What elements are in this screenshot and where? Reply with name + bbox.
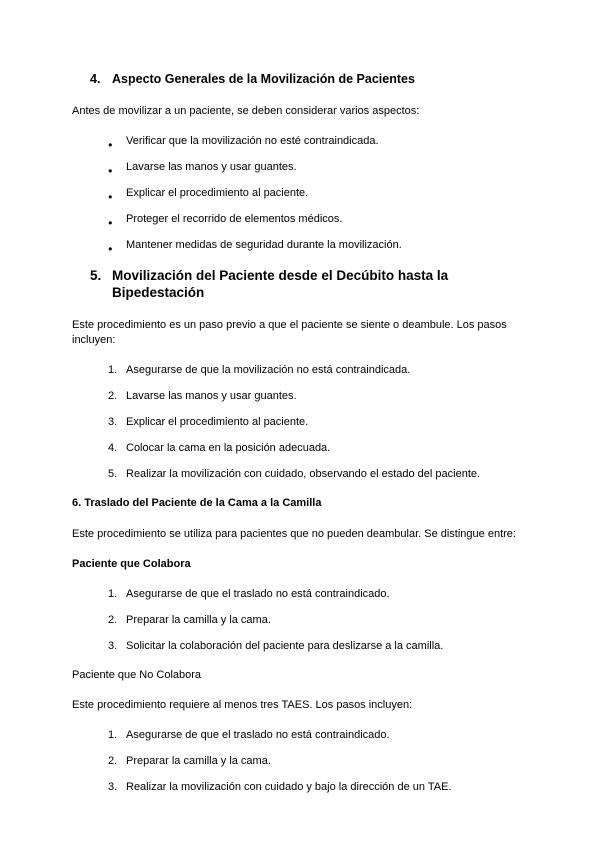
no-colabora-step-list	[72, 728, 534, 795]
section-4-title: Aspecto Generales de la Movilización de Pacientes	[112, 72, 415, 86]
section-4-bullet-list	[72, 134, 534, 253]
section-6-intro: Este procedimiento se utiliza para pacientes que no pueden deambular. Se distingue entre:	[72, 528, 516, 540]
bullet-item: ● Mantener medidas de seguridad durante la movilización.	[108, 238, 534, 253]
colabora-step-list	[72, 587, 534, 654]
step-item: Asegurarse de que la movilización no está contraindicada.	[126, 364, 411, 376]
step-item: Solicitar la colaboración del paciente para deslizarse a la camilla.	[126, 640, 444, 652]
no-colabora-intro: Este procedimiento requiere al menos tres TAES. Los pasos incluyen:	[72, 699, 413, 711]
bullet-item: ● Explicar el procedimiento al paciente.	[108, 186, 534, 201]
section-5-number: 5.	[90, 268, 102, 283]
step-item: Preparar la camilla y la cama.	[126, 614, 271, 626]
section-5-heading	[90, 267, 534, 301]
step-item: Asegurarse de que el traslado no está contraindicado.	[126, 729, 390, 741]
section-5-intro: Este procedimiento es un paso previo a que el paciente se siente o deambule. Los pasos incluyen:	[72, 319, 507, 346]
step-item: Explicar el procedimiento al paciente.	[126, 416, 309, 428]
section-4-heading	[90, 71, 534, 87]
step-item: Preparar la camilla y la cama.	[126, 755, 271, 767]
step-item: Lavarse las manos y usar guantes.	[126, 390, 297, 402]
step-item: Realizar la movilización con cuidado y bajo la dirección de un TAE.	[126, 781, 452, 793]
subsection-no-colabora-heading: Paciente que No Colabora	[72, 669, 202, 681]
bullet-item: ● Lavarse las manos y usar guantes.	[108, 160, 534, 175]
section-6-heading: 6. Traslado del Paciente de la Cama a la Camilla	[72, 497, 322, 509]
section-4-intro: Antes de movilizar a un paciente, se deben considerar varios aspectos:	[72, 105, 420, 117]
section-5-title: Movilización del Paciente desde el Decúbito hasta la Bipedestación	[112, 268, 449, 300]
section-5-step-list	[72, 363, 534, 482]
step-item: Asegurarse de que el traslado no está contraindicado.	[126, 588, 390, 600]
step-item: Colocar la cama en la posición adecuada.	[126, 442, 331, 454]
subsection-colabora-heading: Paciente que Colabora	[72, 558, 191, 570]
bullet-item: ● Verificar que la movilización no esté contraindicada.	[108, 134, 534, 149]
bullet-item: ● Proteger el recorrido de elementos médicos.	[108, 212, 534, 227]
step-item: Realizar la movilización con cuidado, observando el estado del paciente.	[126, 468, 481, 480]
section-4-number: 4.	[90, 72, 101, 86]
